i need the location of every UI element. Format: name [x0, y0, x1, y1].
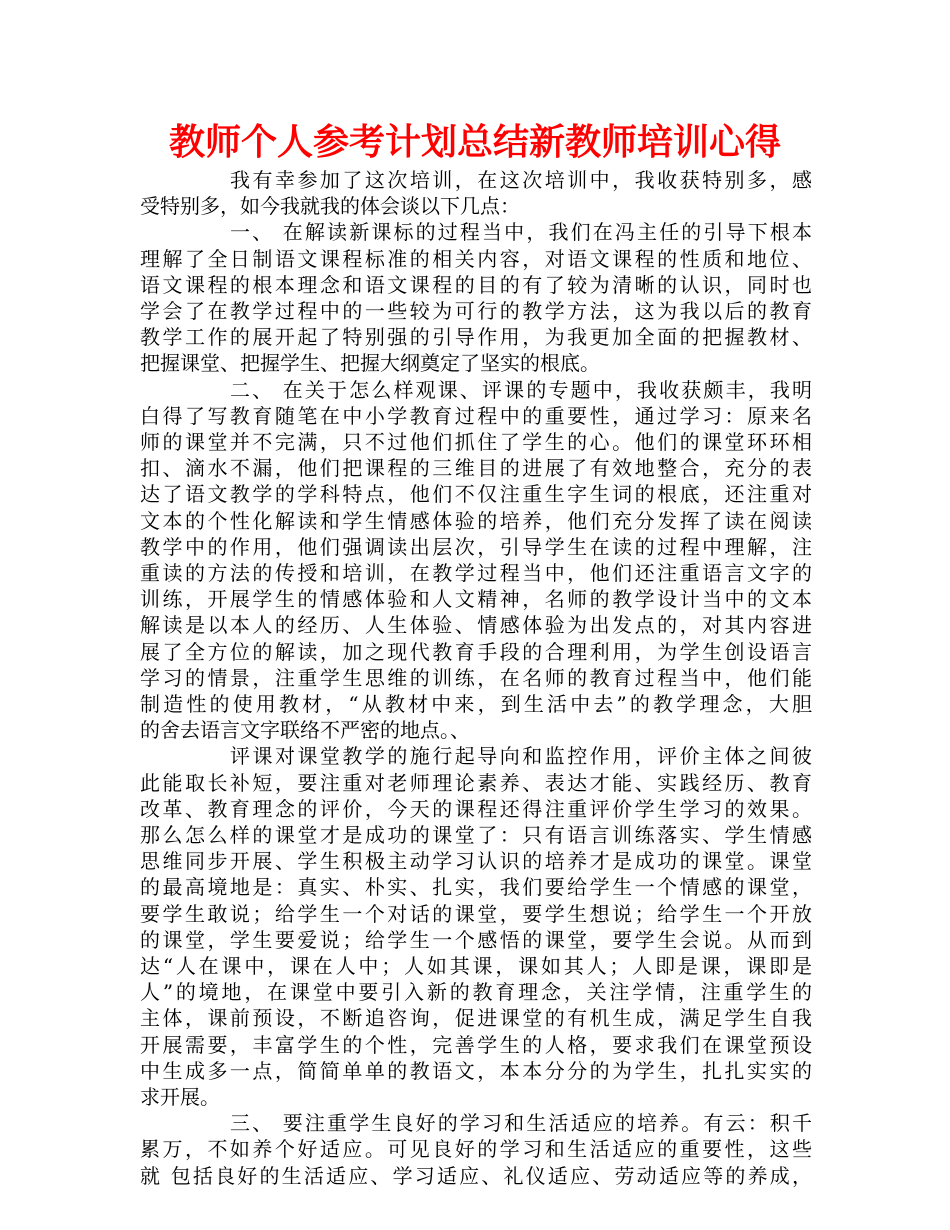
body-line: 制造性的使用教材，“从教材中来，到生活中去”的教学理念，大胆 — [140, 692, 812, 716]
body-line: 要学生敢说；给学生一个对话的课堂，要学生想说；给学生一个开放 — [140, 902, 812, 926]
body-line: 求开展。 — [140, 1085, 220, 1109]
body-line: 受特别多，如今我就我的体会谈以下几点： — [140, 194, 520, 218]
body-line: 主体，课前预设，不断追咨询，促进课堂的有机生成，满足学生自我 — [140, 1006, 812, 1030]
body-line: 扣、滴水不漏，他们把课程的三维目的进展了有效地整合，充分的表 — [140, 456, 812, 480]
body-line: 思维同步开展、学生积极主动学习认识的培养才是成功的课堂。课堂 — [140, 849, 812, 873]
body-line: 达“人在课中，课在人中；人如其课，课如其人；人即是课，课即是 — [140, 954, 812, 978]
body-line: 我有幸参加了这次培训，在这次培训中，我收获特别多，感 — [230, 168, 812, 192]
body-line: 开展需要，丰富学生的个性，完善学生的人格，要求我们在课堂预设 — [140, 1033, 812, 1057]
body-line: 白得了写教育随笔在中小学教育过程中的重要性，通过学习：原来名 — [140, 404, 812, 428]
body-line: 此能取长补短，要注重对老师理论素养、表达才能、实践经历、教育 — [140, 771, 812, 795]
body-line: 达了语文教学的学科特点，他们不仅注重生字生词的根底，还注重对 — [140, 482, 812, 506]
body-line: 语文课程的根本理念和语文课程的目的有了较为清晰的认识，同时也 — [140, 273, 812, 297]
body-line: 训练，开展学生的情感体验和人文精神，名师的教学设计当中的文本 — [140, 587, 812, 611]
body-line: 评课对课堂教学的施行起导向和监控作用，评价主体之间彼 — [230, 744, 812, 768]
body-line: 改革、教育理念的评价，今天的课程还得注重评价学生学习的效果。 — [140, 797, 812, 821]
body-line: 一、 在解读新课标的过程当中，我们在冯主任的引导下根本 — [230, 220, 812, 244]
body-line: 学会了在教学过程中的一些较为可行的教学方法，这为我以后的教育 — [140, 299, 812, 323]
body-line: 的最高境地是：真实、朴实、扎实，我们要给学生一个情感的课堂， — [140, 875, 812, 899]
body-line: 教学工作的展开起了特别强的引导作用，为我更加全面的把握教材、 — [140, 325, 812, 349]
body-line: 文本的个性化解读和学生情感体验的培养，他们充分发挥了读在阅读 — [140, 509, 812, 533]
body-line: 把握课堂、把握学生、把握大纲奠定了坚实的根底。 — [140, 351, 600, 375]
body-line: 学习的情景，注重学生思维的训练，在名师的教育过程当中，他们能 — [140, 666, 812, 690]
body-line: 重读的方法的传授和培训，在教学过程当中，他们还注重语言文字的 — [140, 561, 812, 585]
body-line: 教学中的作用，他们强调读出层次，引导学生在读的过程中理解，注 — [140, 535, 812, 559]
body-line: 就 包括良好的生活适应、学习适应、礼仪适应、劳动适应等的养成， — [140, 1164, 812, 1188]
body-line: 理解了全日制语文课程标准的相关内容，对语文课程的性质和地位、 — [140, 247, 812, 271]
body-line: 师的课堂并不完满，只不过他们抓住了学生的心。他们的课堂环环相 — [140, 430, 812, 454]
body-line: 二、 在关于怎么样观课、评课的专题中，我收获颇丰，我明 — [230, 378, 812, 402]
body-line: 累万，不如养个好适应。可见良好的学习和生活适应的重要性，这些 — [140, 1137, 812, 1161]
body-line: 展了全方位的解读，加之现代教育手段的合理利用，为学生创设语言 — [140, 640, 812, 664]
body-line: 的舍去语言文字联络不严密的地点。、 — [140, 718, 470, 742]
body-line: 人”的境地，在课堂中要引入新的教育理念，关注学情，注重学生的 — [140, 980, 812, 1004]
body-line: 的课堂，学生要爱说；给学生一个感悟的课堂，要学生会说。从而到 — [140, 928, 812, 952]
document-title: 教师个人参考计划总结新教师培训心得 — [168, 122, 781, 163]
body-line: 三、 要注重学生良好的学习和生活适应的培养。有云：积千 — [230, 1111, 812, 1135]
body-line: 那么怎么样的课堂才是成功的课堂了：只有语言训练落实、学生情感 — [140, 823, 812, 847]
body-line: 解读是以本人的经历、人生体验、情感体验为出发点的，对其内容进 — [140, 613, 812, 637]
body-line: 中生成多一点，简简单单的教语文，本本分分的为学生，扎扎实实的 — [140, 1059, 812, 1083]
